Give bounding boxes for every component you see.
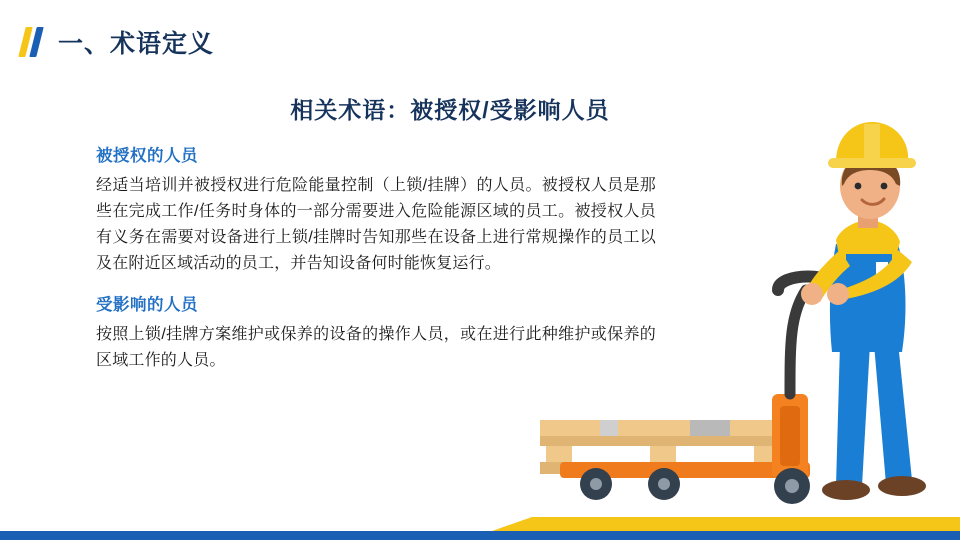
main-heading	[0, 92, 960, 125]
footer-band-blue	[0, 531, 960, 540]
section-paragraph: 按照上锁/挂牌方案维护或保养的设备的操作人员，或在进行此种维护或保养的区域工作的人员。	[96, 325, 656, 369]
section-authorized-personnel	[96, 142, 656, 277]
footer-decoration	[0, 514, 960, 540]
footer-band-yellow	[420, 517, 960, 531]
section-paragraph: 经适当培训并被授权进行危险能量控制（上锁/挂牌）的人员。被授权人员是那些在完成工作/任务时身体的一部分需要进入危险能源区域的员工。被授权人员有义务在需要对设备进行上锁/挂牌时告知那些在设备上进行常规操作的员工以及在附近区域活动的员工，并告知设备何时能恢复运行。	[96, 177, 656, 272]
header-accent-bars	[22, 27, 44, 57]
section-title: 受影响的人员	[96, 295, 198, 314]
section-title: 被授权的人员	[96, 147, 198, 165]
main-heading-text: 相关术语：被授权/受影响人员	[290, 97, 610, 123]
page-title: 一、术语定义	[58, 30, 215, 58]
worker-figure-icon	[801, 122, 926, 500]
content-body	[96, 142, 656, 387]
slide-header	[22, 22, 214, 62]
pallet-icon	[540, 420, 790, 474]
section-affected-personnel	[96, 291, 656, 374]
